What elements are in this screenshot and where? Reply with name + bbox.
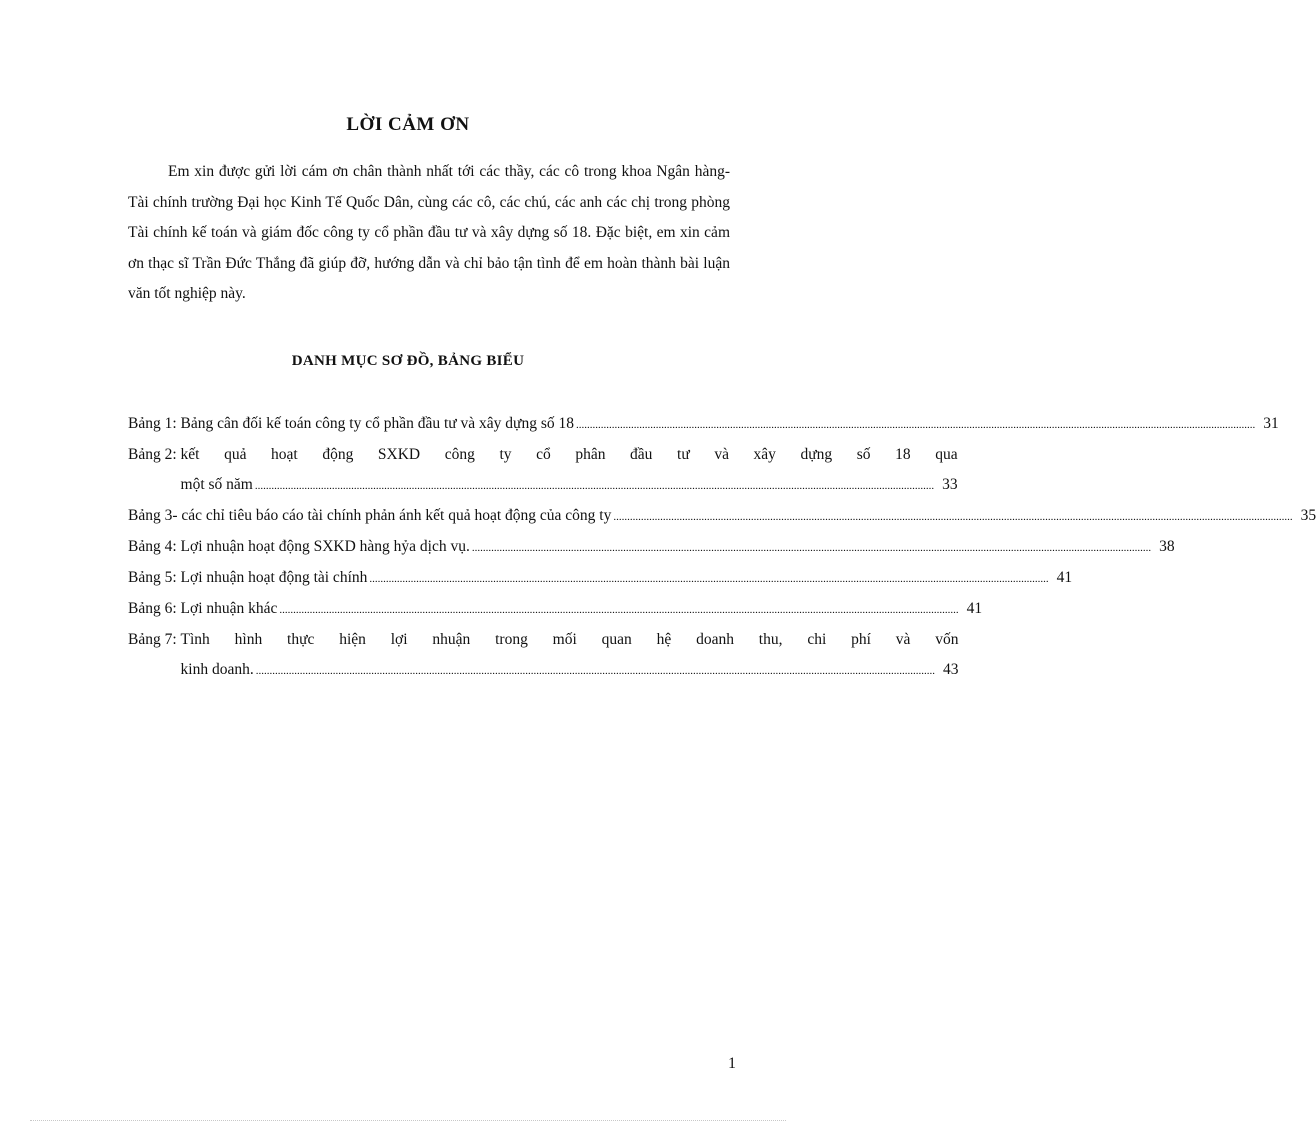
toc-entry-label: Bảng 5: <box>128 569 177 586</box>
toc-leader-dots <box>254 656 937 686</box>
page-title: LỜI CẢM ƠN <box>346 114 470 135</box>
toc-leader-dots <box>277 595 960 625</box>
toc-leader-dots <box>367 564 1050 594</box>
toc-entry-table-2[interactable] <box>128 440 958 501</box>
toc-entry-page: 38 <box>1159 538 1175 555</box>
toc-entry-page: 43 <box>942 661 959 678</box>
toc-entry-title: Lợi nhuận hoạt động SXKD hàng hỷa dịch vụ. <box>180 538 470 555</box>
toc-entry-page: 35 <box>1300 507 1316 524</box>
toc-entry-label: Bảng 1: <box>128 415 177 432</box>
toc-entry-table-1[interactable] <box>128 409 1279 440</box>
toc-entry-title-line2: kinh doanh. <box>180 661 254 678</box>
toc-entry-page: 33 <box>942 476 958 493</box>
toc-leader-dots <box>574 410 1257 440</box>
toc-entry-table-6[interactable] <box>128 594 983 625</box>
toc-entry-title: Bảng cân đối kế toán công ty cổ phần đầu tư và xây dựng số 18 <box>180 415 574 432</box>
toc-entry-label: Bảng 6: <box>128 600 177 617</box>
toc-entry-page: 41 <box>1056 569 1073 586</box>
toc-entry-label: Bảng 3- <box>128 507 178 524</box>
toc-leader-dots <box>611 502 1294 532</box>
toc-entry-title: Lợi nhuận khác <box>180 600 278 617</box>
toc-entry-title-line1: kết quả hoạt động SXKD công ty cổ phân đầu tư và xây dựng số 18 qua <box>180 446 958 463</box>
list-of-tables-title: DANH MỤC SƠ ĐỒ, BẢNG BIỂU <box>291 353 525 369</box>
toc-entry-table-3[interactable] <box>128 501 1316 532</box>
toc-leader-dots <box>253 471 936 501</box>
page-bottom-divider <box>30 1120 786 1121</box>
toc-entry-title: Lợi nhuận hoạt động tài chính <box>180 569 368 586</box>
toc-entry-page: 41 <box>966 600 983 617</box>
toc-leader-dots <box>470 533 1153 563</box>
toc-entry-table-5[interactable] <box>128 563 1073 594</box>
page-number: 1 <box>728 1055 736 1072</box>
toc-entry-label: Bảng 4: <box>128 538 177 555</box>
toc-entry-table-4[interactable] <box>128 532 1175 563</box>
toc-entry-table-7[interactable] <box>128 625 959 686</box>
toc-entry-page: 31 <box>1263 415 1279 432</box>
toc-entry-title-line1: Tình hình thực hiện lợi nhuận trong mối quan hệ doanh thu, chi phí và vốn <box>180 631 959 648</box>
acknowledgement-paragraph: Em xin được gửi lời cám ơn chân thành nhất tới các thầy, các cô trong khoa Ngân hàng- Tài chính trường Đại học Kinh Tế Quốc Dân, cùng các cô, các chú, các anh các chị trong phòng Tài chính kế toán và giám đốc công ty cổ phần đầu tư và xây dựng số 18. Đặc biệt, em xin cảm ơn thạc sĩ Trần Đức Thắng đã giúp đỡ, hướng dẫn và chỉ bảo tận tình để em hoàn thành bài luận văn tốt nghiệp này. <box>128 163 730 303</box>
toc-entry-title-line2: một số năm <box>180 476 253 493</box>
toc-entry-label: Bảng 7: <box>128 631 177 648</box>
toc-entry-label: Bảng 2: <box>128 446 177 463</box>
toc-entry-title: các chỉ tiêu báo cáo tài chính phản ánh kết quả hoạt động của công ty <box>181 507 612 524</box>
table-of-contents <box>128 409 1316 686</box>
